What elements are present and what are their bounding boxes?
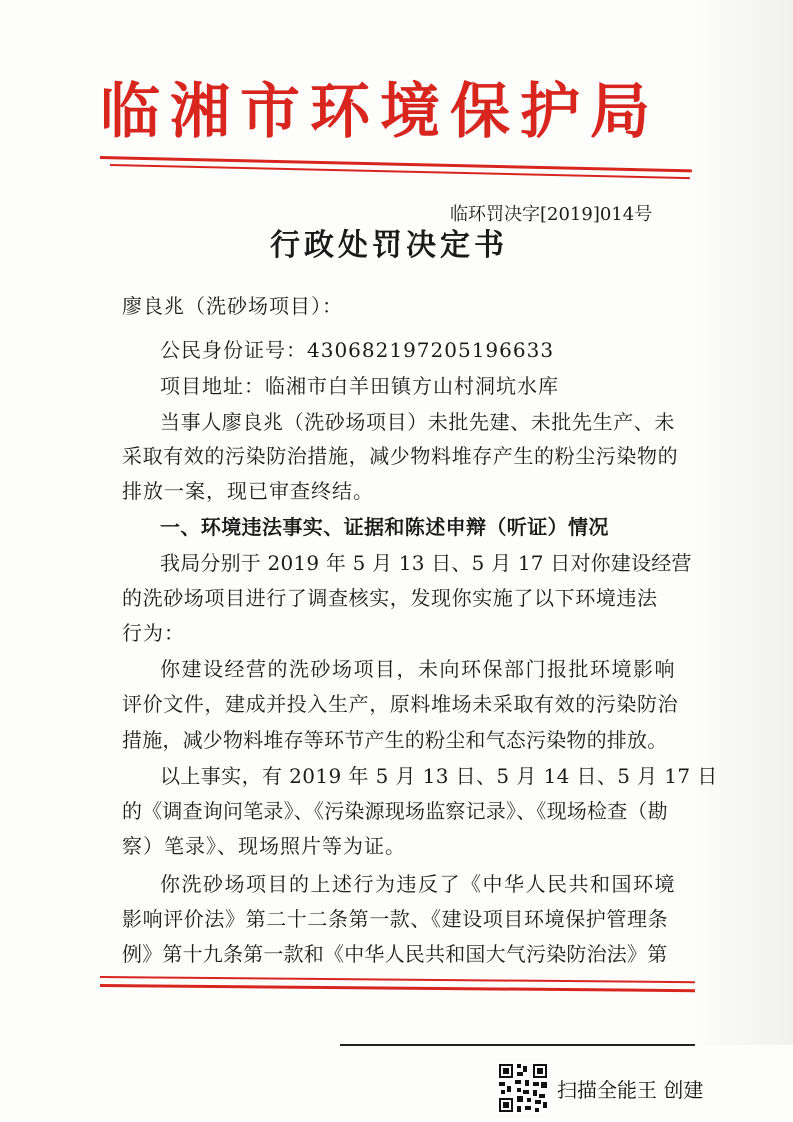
paragraph-line: 察）笔录》、现场照片等为证。 — [122, 834, 406, 858]
qr-code-icon — [497, 1062, 549, 1114]
project-address-line: 项目地址：临湘市白羊田镇方山村洞坑水库 — [160, 374, 559, 398]
paragraph-line: 措施，减少物料堆存等环节产生的粉尘和气态污染物的排放。 — [122, 728, 668, 752]
page-edge-shadow — [697, 0, 793, 1045]
paragraph-line: 行为： — [122, 621, 185, 645]
paragraph-line: 排放一案，现已审查终结。 — [122, 479, 374, 503]
addressee-line: 廖良兆（洗砂场项目）： — [122, 294, 343, 318]
paragraph-line: 采取有效的污染防治措施，减少物料堆存产生的粉尘污染物的 — [122, 444, 679, 468]
footer-red-rule-lower — [100, 984, 695, 992]
footer-red-rule — [100, 976, 695, 983]
paragraph-line: 的《调查询问笔录》、《污染源现场监察记录》、《现场检查（勘 — [122, 799, 668, 823]
paragraph-line: 例》第十九条第一款和《中华人民共和国大气污染防治法》第 — [122, 942, 668, 966]
paragraph-line: 影响评价法》第二十二条第一款、《建设项目环境保护管理条 — [122, 907, 669, 931]
document-title: 行政处罚决定书 — [270, 228, 508, 263]
scanner-watermark — [497, 1062, 703, 1114]
section-heading: 一、环境违法事实、证据和陈述申辩（听证）情况 — [160, 515, 609, 539]
bureau-letterhead: 临湘市环境保护局 — [100, 77, 660, 147]
scanner-label: 扫描全能王 创建 — [557, 1077, 704, 1102]
paragraph-line: 评价文件，建成并投入生产，原料堆场未采取有效的污染防治 — [122, 692, 679, 716]
id-number-line: 公民身份证号：430682197205196633 — [160, 338, 555, 362]
paragraph-line: 以上事实，有 2019 年 5 月 13 日、5 月 14 日、5 月 17 日 — [160, 764, 718, 788]
scan-edge-line — [340, 1044, 695, 1046]
letterhead-rule-bottom — [110, 164, 690, 179]
document-number: 临环罚决字[2019]014号 — [450, 204, 653, 225]
paragraph-line: 当事人廖良兆（洗砂场项目）未批先建、未批先生产、未 — [160, 410, 675, 434]
paragraph-line: 你洗砂场项目的上述行为违反了《中华人民共和国环境 — [160, 872, 676, 896]
paragraph-line: 的洗砂场项目进行了调查核实，发现你实施了以下环境违法 — [122, 586, 658, 610]
paragraph-line: 你建设经营的洗砂场项目，未向环保部门报批环境影响 — [160, 657, 676, 681]
paragraph-line: 我局分别于 2019 年 5 月 13 日、5 月 17 日对你建设经营 — [160, 551, 692, 575]
